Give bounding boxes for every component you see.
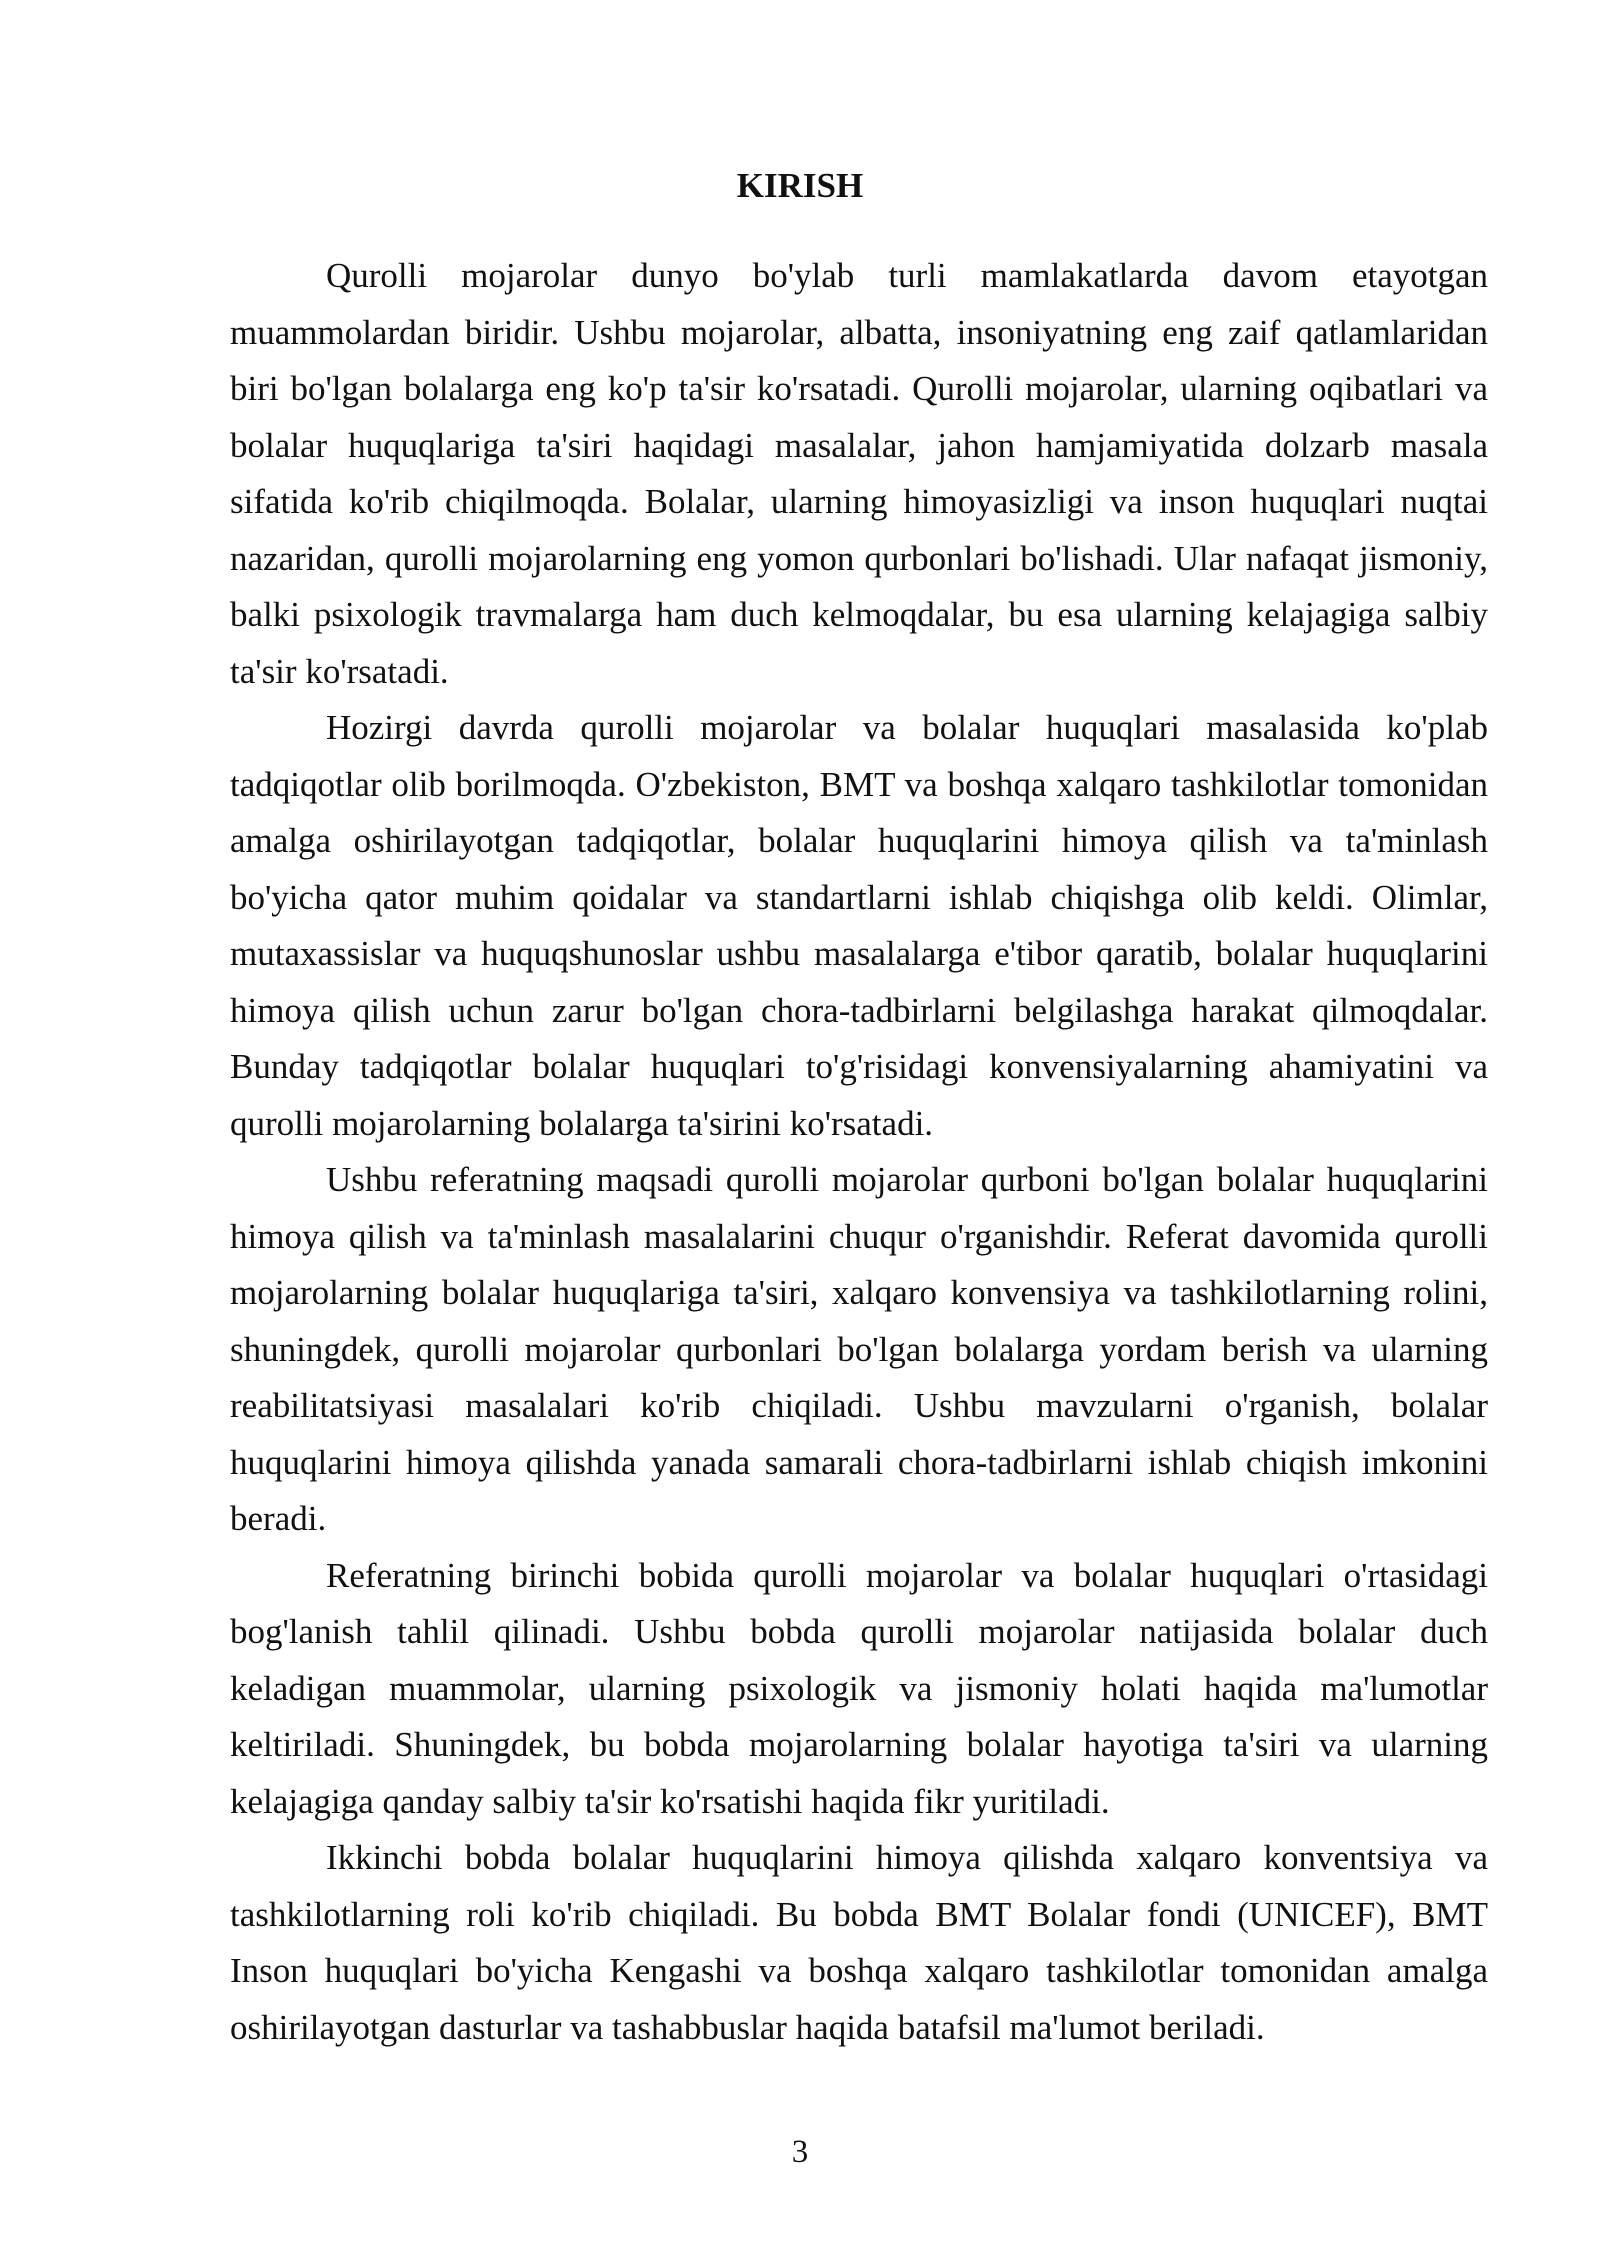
paragraph-2: Hozirgi davrda qurolli mojarolar va bolalar huquqlari masalasida ko'plab tadqiqotlar olib borilmoqda. O'zbekiston, BMT va boshqa xalqaro tashkilotlar tomonidan amalga oshirilayotgan tadqiqotlar, bolalar huquqlarini himoya qilish va ta'minlash bo'yicha qator muhim qoidalar va standartlarni ishlab chiqishga olib keldi. Olimlar, mutaxassislar va huquqshunoslar ushbu masalalarga e'tibor qaratib, bolalar huquqlarini himoya qilish uchun zarur bo'lgan chora-tadbirlarni belgilashga harakat qilmoqdalar. Bunday tadqiqotlar bolalar huquqlari to'g'risidagi konvensiyalarning ahamiyatini va qurolli mojarolarning bolalarga ta'sirini ko'rsatadi. (230, 708, 1488, 1143)
body-text (230, 248, 1488, 2056)
paragraph-3: Ushbu referatning maqsadi qurolli mojarolar qurboni bo'lgan bolalar huquqlarini himoya qilish va ta'minlash masalalarini chuqur o'rganishdir. Referat davomida qurolli mojarolarning bolalar huquqlariga ta'siri, xalqaro konvensiya va tashkilotlarning rolini, shuningdek, qurolli mojarolar qurbonlari bo'lgan bolalarga yordam berish va ularning reabilitatsiyasi masalalari ko'rib chiqiladi. Ushbu mavzularni o'rganish, bolalar huquqlarini himoya qilishda yanada samarali chora-tadbirlarni ishlab chiqish imkonini beradi. (230, 1160, 1488, 1538)
paragraph-4: Referatning birinchi bobida qurolli mojarolar va bolalar huquqlari o'rtasidagi bog'lanish tahlil qilinadi. Ushbu bobda qurolli mojarolar natijasida bolalar duch keladigan muammolar, ularning psixologik va jismoniy holati haqida ma'lumotlar keltiriladi. Shuningdek, bu bobda mojarolarning bolalar hayotiga ta'siri va ularning kelajagiga qanday salbiy ta'sir ko'rsatishi haqida fikr yuritiladi. (230, 1555, 1488, 1821)
paragraph-1: Qurolli mojarolar dunyo bo'ylab turli mamlakatlarda davom etayotgan muammolardan biridir. Ushbu mojarolar, albatta, insoniyatning eng zaif qatlamlaridan biri bo'lgan bolalarga eng ko'p ta'sir ko'rsatadi. Qurolli mojarolar, ularning oqibatlari va bolalar huquqlariga ta'siri haqidagi masalalar, jahon hamjamiyatida dolzarb masala sifatida ko'rib chiqilmoqda. Bolalar, ularning himoyasizligi va inson huquqlari nuqtai nazaridan, qurolli mojarolarning eng yomon qurbonlari bo'lishadi. Ular nafaqat jismoniy, balki psixologik travmalarga ham duch kelmoqdalar, bu esa ularning kelajagiga salbiy ta'sir ko'rsatadi. (230, 256, 1488, 691)
section-title: KIRISH (736, 166, 864, 205)
page-number: 3 (791, 2134, 809, 2170)
paragraph-5: Ikkinchi bobda bolalar huquqlarini himoya qilishda xalqaro konventsiya va tashkilotlarning roli ko'rib chiqiladi. Bu bobda BMT Bolalar fondi (UNICEF), BMT Inson huquqlari bo'yicha Kengashi va boshqa xalqaro tashkilotlar tomonidan amalga oshirilayotgan dasturlar va tashabbuslar haqida batafsil ma'lumot beriladi. (230, 1838, 1488, 2047)
